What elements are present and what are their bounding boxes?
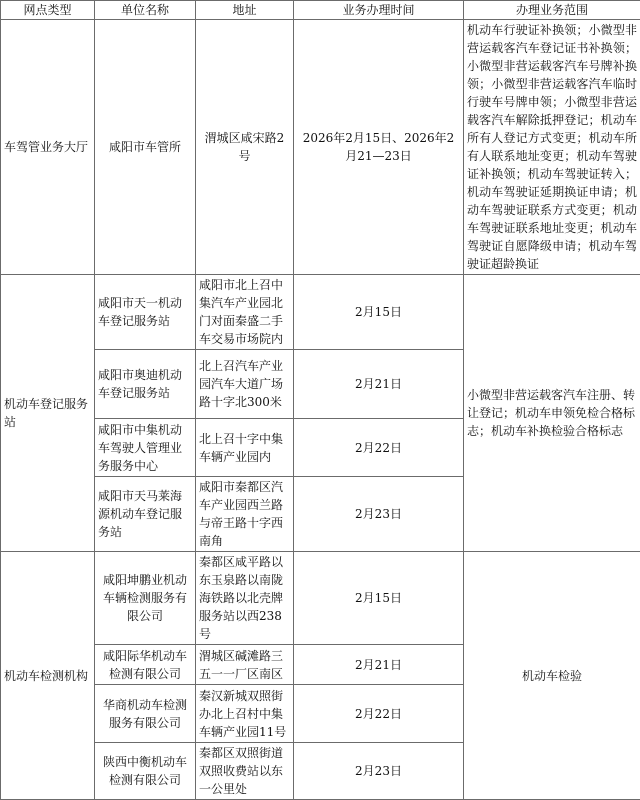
unit-address: 咸阳市秦都区汽车产业园西兰路与帝王路十字西南角 bbox=[196, 477, 294, 552]
unit-address: 渭城区咸宋路2号 bbox=[196, 20, 294, 275]
service-scope: 小微型非营运载客汽车注册、转让登记；机动车申领免检合格标志；机动车补换检验合格标志 bbox=[464, 275, 640, 552]
service-time: 2月21日 bbox=[294, 645, 464, 685]
unit-name: 华商机动车检测服务有限公司 bbox=[95, 685, 196, 743]
unit-name: 咸阳坤鹏业机动车辆检测服务有限公司 bbox=[95, 552, 196, 645]
header-address: 地址 bbox=[196, 1, 294, 20]
point-type: 机动车检测机构 bbox=[1, 552, 95, 800]
unit-address: 咸阳市北上召中集汽车产业园北门对面秦盛二手车交易市场院内 bbox=[196, 275, 294, 350]
service-time: 2月22日 bbox=[294, 685, 464, 743]
unit-name: 咸阳市奥迪机动车登记服务站 bbox=[95, 350, 196, 419]
unit-name: 咸阳市天马莱海源机动车登记服务站 bbox=[95, 477, 196, 552]
service-time: 2月23日 bbox=[294, 743, 464, 800]
header-type: 网点类型 bbox=[1, 1, 95, 20]
header-row bbox=[1, 1, 640, 20]
point-type: 车驾管业务大厅 bbox=[1, 20, 95, 275]
service-time: 2026年2月15日、2026年2月21—23日 bbox=[294, 20, 464, 275]
unit-name: 陕西中衡机动车检测有限公司 bbox=[95, 743, 196, 800]
unit-address: 渭城区碱滩路三五一一厂区南区 bbox=[196, 645, 294, 685]
service-time: 2月15日 bbox=[294, 275, 464, 350]
service-time: 2月15日 bbox=[294, 552, 464, 645]
unit-address: 北上召十字中集车辆产业园内 bbox=[196, 419, 294, 477]
header-name: 单位名称 bbox=[95, 1, 196, 20]
unit-address: 秦都区双照街道双照收费站以东一公里处 bbox=[196, 743, 294, 800]
header-time: 业务办理时间 bbox=[294, 1, 464, 20]
table-row bbox=[1, 275, 640, 350]
service-time: 2月21日 bbox=[294, 350, 464, 419]
service-time: 2月22日 bbox=[294, 419, 464, 477]
point-type: 机动车登记服务站 bbox=[1, 275, 95, 552]
unit-name: 咸阳市车管所 bbox=[95, 20, 196, 275]
unit-address: 北上召汽车产业园汽车大道广场路十字北300米 bbox=[196, 350, 294, 419]
service-scope: 机动车检验 bbox=[464, 552, 640, 800]
table-row bbox=[1, 552, 640, 645]
unit-address: 秦都区咸平路以东玉泉路以南陇海铁路以北壳牌服务站以西238号 bbox=[196, 552, 294, 645]
service-time: 2月23日 bbox=[294, 477, 464, 552]
unit-address: 秦汉新城双照街办北上召村中集车辆产业园11号 bbox=[196, 685, 294, 743]
header-scope: 办理业务范围 bbox=[464, 1, 640, 20]
unit-name: 咸阳市中集机动车驾驶人管理业务服务中心 bbox=[95, 419, 196, 477]
service-scope: 机动车行驶证补换领；小微型非营运载客汽车登记证书补换领；小微型非营运载客汽车号牌补换领；小微型非营运载客汽车临时行驶车号牌申领；小微型非营运载客汽车解除抵押登记；机动车所有人登记方式变更；机动车所有人联系地址变更；机动车驾驶证补换领；机动车驾驶证转入；机动车驾驶证延期换证申请；机动车驾驶证联系方式变更；机动车驾驶证联系地址变更；机动车驾驶证自愿降级申请；机动车驾驶证超龄换证 bbox=[464, 20, 640, 275]
table-row bbox=[1, 20, 640, 275]
unit-name: 咸阳际华机动车检测有限公司 bbox=[95, 645, 196, 685]
unit-name: 咸阳市天一机动车登记服务站 bbox=[95, 275, 196, 350]
